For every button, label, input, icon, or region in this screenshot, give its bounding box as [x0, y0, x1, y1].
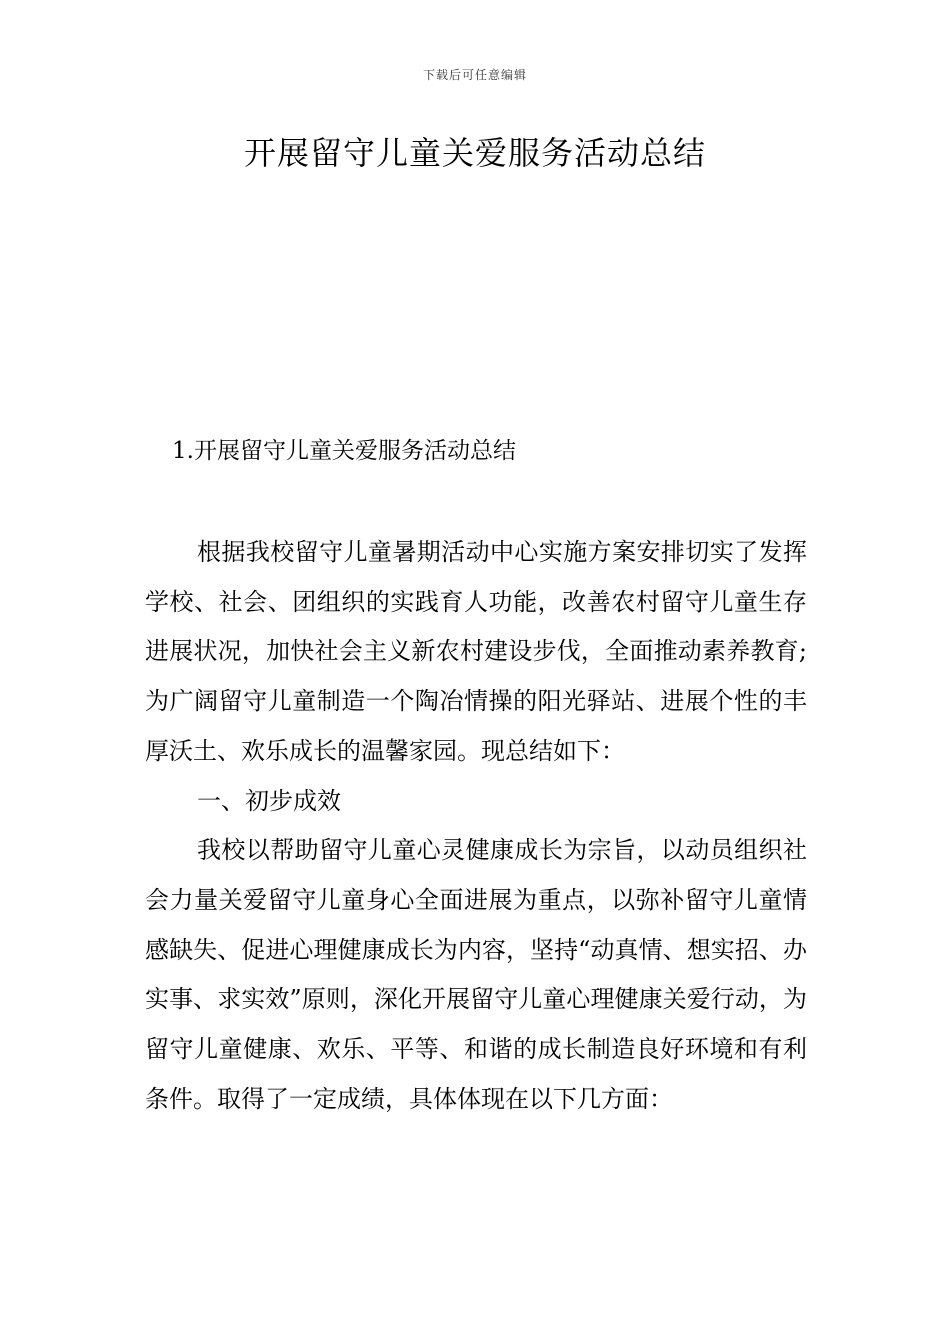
document-title: 开展留守儿童关爱服务活动总结	[243, 134, 706, 172]
section-heading: 1.开展留守儿童关爱服务活动总结	[172, 438, 516, 464]
subheading-initial-results: 一、初步成效	[197, 786, 341, 815]
document-body	[145, 528, 807, 1124]
header-note: 下载后可任意编辑	[422, 68, 527, 82]
paragraph-intro: 根据我校留守儿童暑期活动中心实施方案安排切实了发挥学校、社会、团组织的实践育人功能，改善农村留守儿童生存进展状况，加快社会主义新农村建设步伐，全面推动素养教育;为广阔留守儿童制造一个陶冶情操的阳光驿站、进展个性的丰厚沃土、欢乐成长的温馨家园。现总结如下：	[145, 538, 807, 765]
paragraph-results: 我校以帮助留守儿童心灵健康成长为宗旨，以动员组织社会力量关爱留守儿童身心全面进展为重点，以弥补留守儿童情感缺失、促进心理健康成长为内容，坚持“动真情、想实招、办实事、求实效”原则，深化开展留守儿童心理健康关爱行动，为留守儿童健康、欢乐、平等、和谐的成长制造良好环境和有利条件。取得了一定成绩，具体体现在以下几方面：	[145, 836, 807, 1113]
